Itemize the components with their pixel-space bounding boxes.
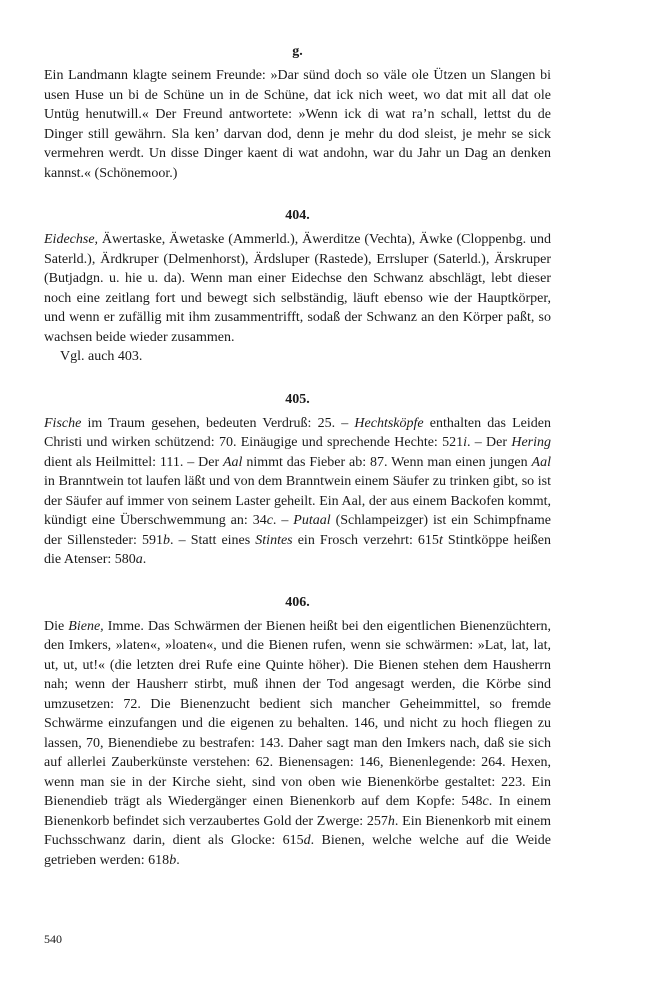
text-run: im Traum gesehen, bedeuten Verdruß: 25. – bbox=[81, 415, 355, 431]
italic-term: Hering bbox=[511, 435, 551, 450]
section-heading: g. bbox=[292, 44, 303, 59]
text-run: . – Statt eines bbox=[170, 532, 256, 548]
section bbox=[44, 593, 551, 871]
text-run: . bbox=[176, 852, 180, 868]
text-run: dient als Heilmittel: 111. – Der bbox=[44, 454, 223, 470]
section-heading: 406. bbox=[285, 594, 310, 610]
text-run: ein Frosch verzehrt: 615 bbox=[292, 532, 439, 548]
text-run: enthalten das Leiden Christi und wirken schützend: 70. Einäugige und sprechende Hechte: 521 bbox=[44, 415, 551, 450]
text-run: Ein Landmann klagte seinem Freunde: »Dar sünd doch so väle ole Ützen un Slangen bi usen Huse un bi de Schüne un in de Schüne, dat ick nich weet, wo dat mit all dat ole Untüg henutwill.« Der Freund antwortete: »Wenn ick di wat ra’n schall, lettst du de Dinger still gewährn. Sla ken’ darvan dod, denn je mehr du dod sleist, je mehr se sick vermehren werdt. Un disse Dinger kaent di wat andohn, war du Jahr un Dag an denken kannst.« (Schönemoor.) bbox=[44, 68, 551, 181]
italic-term: Biene, bbox=[68, 618, 104, 634]
text-run: in Branntwein tot laufen läßt und von dem Branntwein einem Säufer zu trinken gibt, so ist der Säufer auf immer von seinem Laster geheilt. Ein Aal, der aus einem Backofen kommt, kündigt eine Überschwemmung an: 34 bbox=[44, 474, 551, 528]
italic-term: Stintes bbox=[255, 532, 293, 548]
text-run: . – bbox=[272, 513, 294, 528]
text-run: Äwertaske, Äwetaske (Ammerld.), Äwerditze (Vechta), Äwke (Cloppenbg. und Saterld.), Ärdkruper (Delmenhorst), Ärdsluper (Rastede), Errsluper (Saterld.), Ärskruper (Butjadgn. u. hie u. da). Wenn man einer Eidechse den Schwanz abschlägt, lebt dieser noch eine zeitlang fort und bewegt sich selbständig, läuft ebenso wie der Hauptkörper, und wenn er zufällig mit ihm zusammentrifft, sodaß der Schwanz an den Körper paßt, so wachsen beide wieder zusammen. bbox=[44, 232, 551, 345]
paragraph bbox=[44, 230, 551, 347]
text-run: . Bienen, welche welche auf die Weide getrieben werden: 618 bbox=[44, 833, 552, 868]
page-number: 540 bbox=[44, 932, 62, 946]
paragraph bbox=[44, 617, 551, 871]
italic-term: Hechtsköpfe bbox=[354, 415, 424, 431]
italic-term: h bbox=[387, 813, 395, 829]
italic-term: Aal bbox=[223, 454, 243, 470]
page-body bbox=[44, 42, 551, 893]
italic-term: Putaal bbox=[293, 513, 331, 528]
italic-term: Eidechse, bbox=[44, 232, 99, 247]
section-heading: 404. bbox=[285, 208, 310, 223]
italic-term: c bbox=[266, 513, 273, 528]
section bbox=[44, 390, 551, 570]
paragraph bbox=[44, 347, 551, 367]
section-heading: 405. bbox=[285, 391, 310, 407]
text-run: Die bbox=[44, 618, 69, 634]
text-run: Vgl. auch 403. bbox=[60, 349, 143, 364]
italic-term: Fische bbox=[44, 415, 82, 431]
italic-term: b bbox=[163, 532, 171, 548]
text-run: Imme. Das Schwärmen der Bienen heißt bei den eigentlichen Bienenzüchtern, den Imkers, »laten«, »loaten«, und die Bienen rufen, wenn sie schwärmen: »Lat, lat, lat, ut, ut, ut!« (die letzten drei Rufe eine Quinte höher). Die Bienen stehen dem Hausherrn nah; wenn der Hausherr stirbt, muß ihnen der Tod angesagt werden, die Körbe sind umzusetzen: 72. Die Bienenzucht bedient sich mancher Geheimmittel, so fremde Schwärme einzufangen und die eigenen zu behalten. 146, und nicht zu hoch fliegen zu lassen, 70, Bienendiebe zu bestrafen: 143. Daher sagt man den Imkers nach, daß sie sich auf allerlei Zauberkünste verstehen: 62. Bienensagen: 146, Bienenlegende: 264. Hexen, wenn man sie in der Kirche sieht, sind von oben wie Bienenkörbe gestaltet: 223. Ein Bienendieb trägt als Wiedergänger einen Bienenkorb auf dem Kopfe: 548 bbox=[44, 618, 552, 809]
section bbox=[44, 206, 551, 367]
text-run: . – Der bbox=[467, 435, 512, 450]
italic-term: b bbox=[169, 852, 177, 868]
paragraph bbox=[44, 66, 551, 183]
text-run: (Schlampeizger) ist ein Schimpfname der Sillensteder: 591 bbox=[44, 513, 551, 548]
text-run: . Ein Bienenkorb mit einem Fuchsschwanz darin, dient als Glocke: 615 bbox=[44, 813, 551, 848]
italic-term: t bbox=[438, 532, 443, 548]
italic-term: d bbox=[303, 833, 311, 848]
text-run: Stintköppe heißen die Atenser: 580 bbox=[44, 532, 551, 567]
text-run: nimmt das Fieber ab: 87. Wenn man einen jungen bbox=[242, 454, 532, 470]
paragraph bbox=[44, 414, 551, 570]
italic-term: i bbox=[463, 435, 467, 450]
section bbox=[44, 42, 551, 183]
text-run: . bbox=[142, 552, 147, 567]
italic-term: Aal bbox=[531, 454, 551, 470]
italic-term: a bbox=[135, 552, 143, 567]
italic-term: c bbox=[482, 794, 489, 809]
text-run: . In einem Bienenkorb befindet sich verzaubertes Gold der Zwerge: 257 bbox=[44, 794, 551, 829]
